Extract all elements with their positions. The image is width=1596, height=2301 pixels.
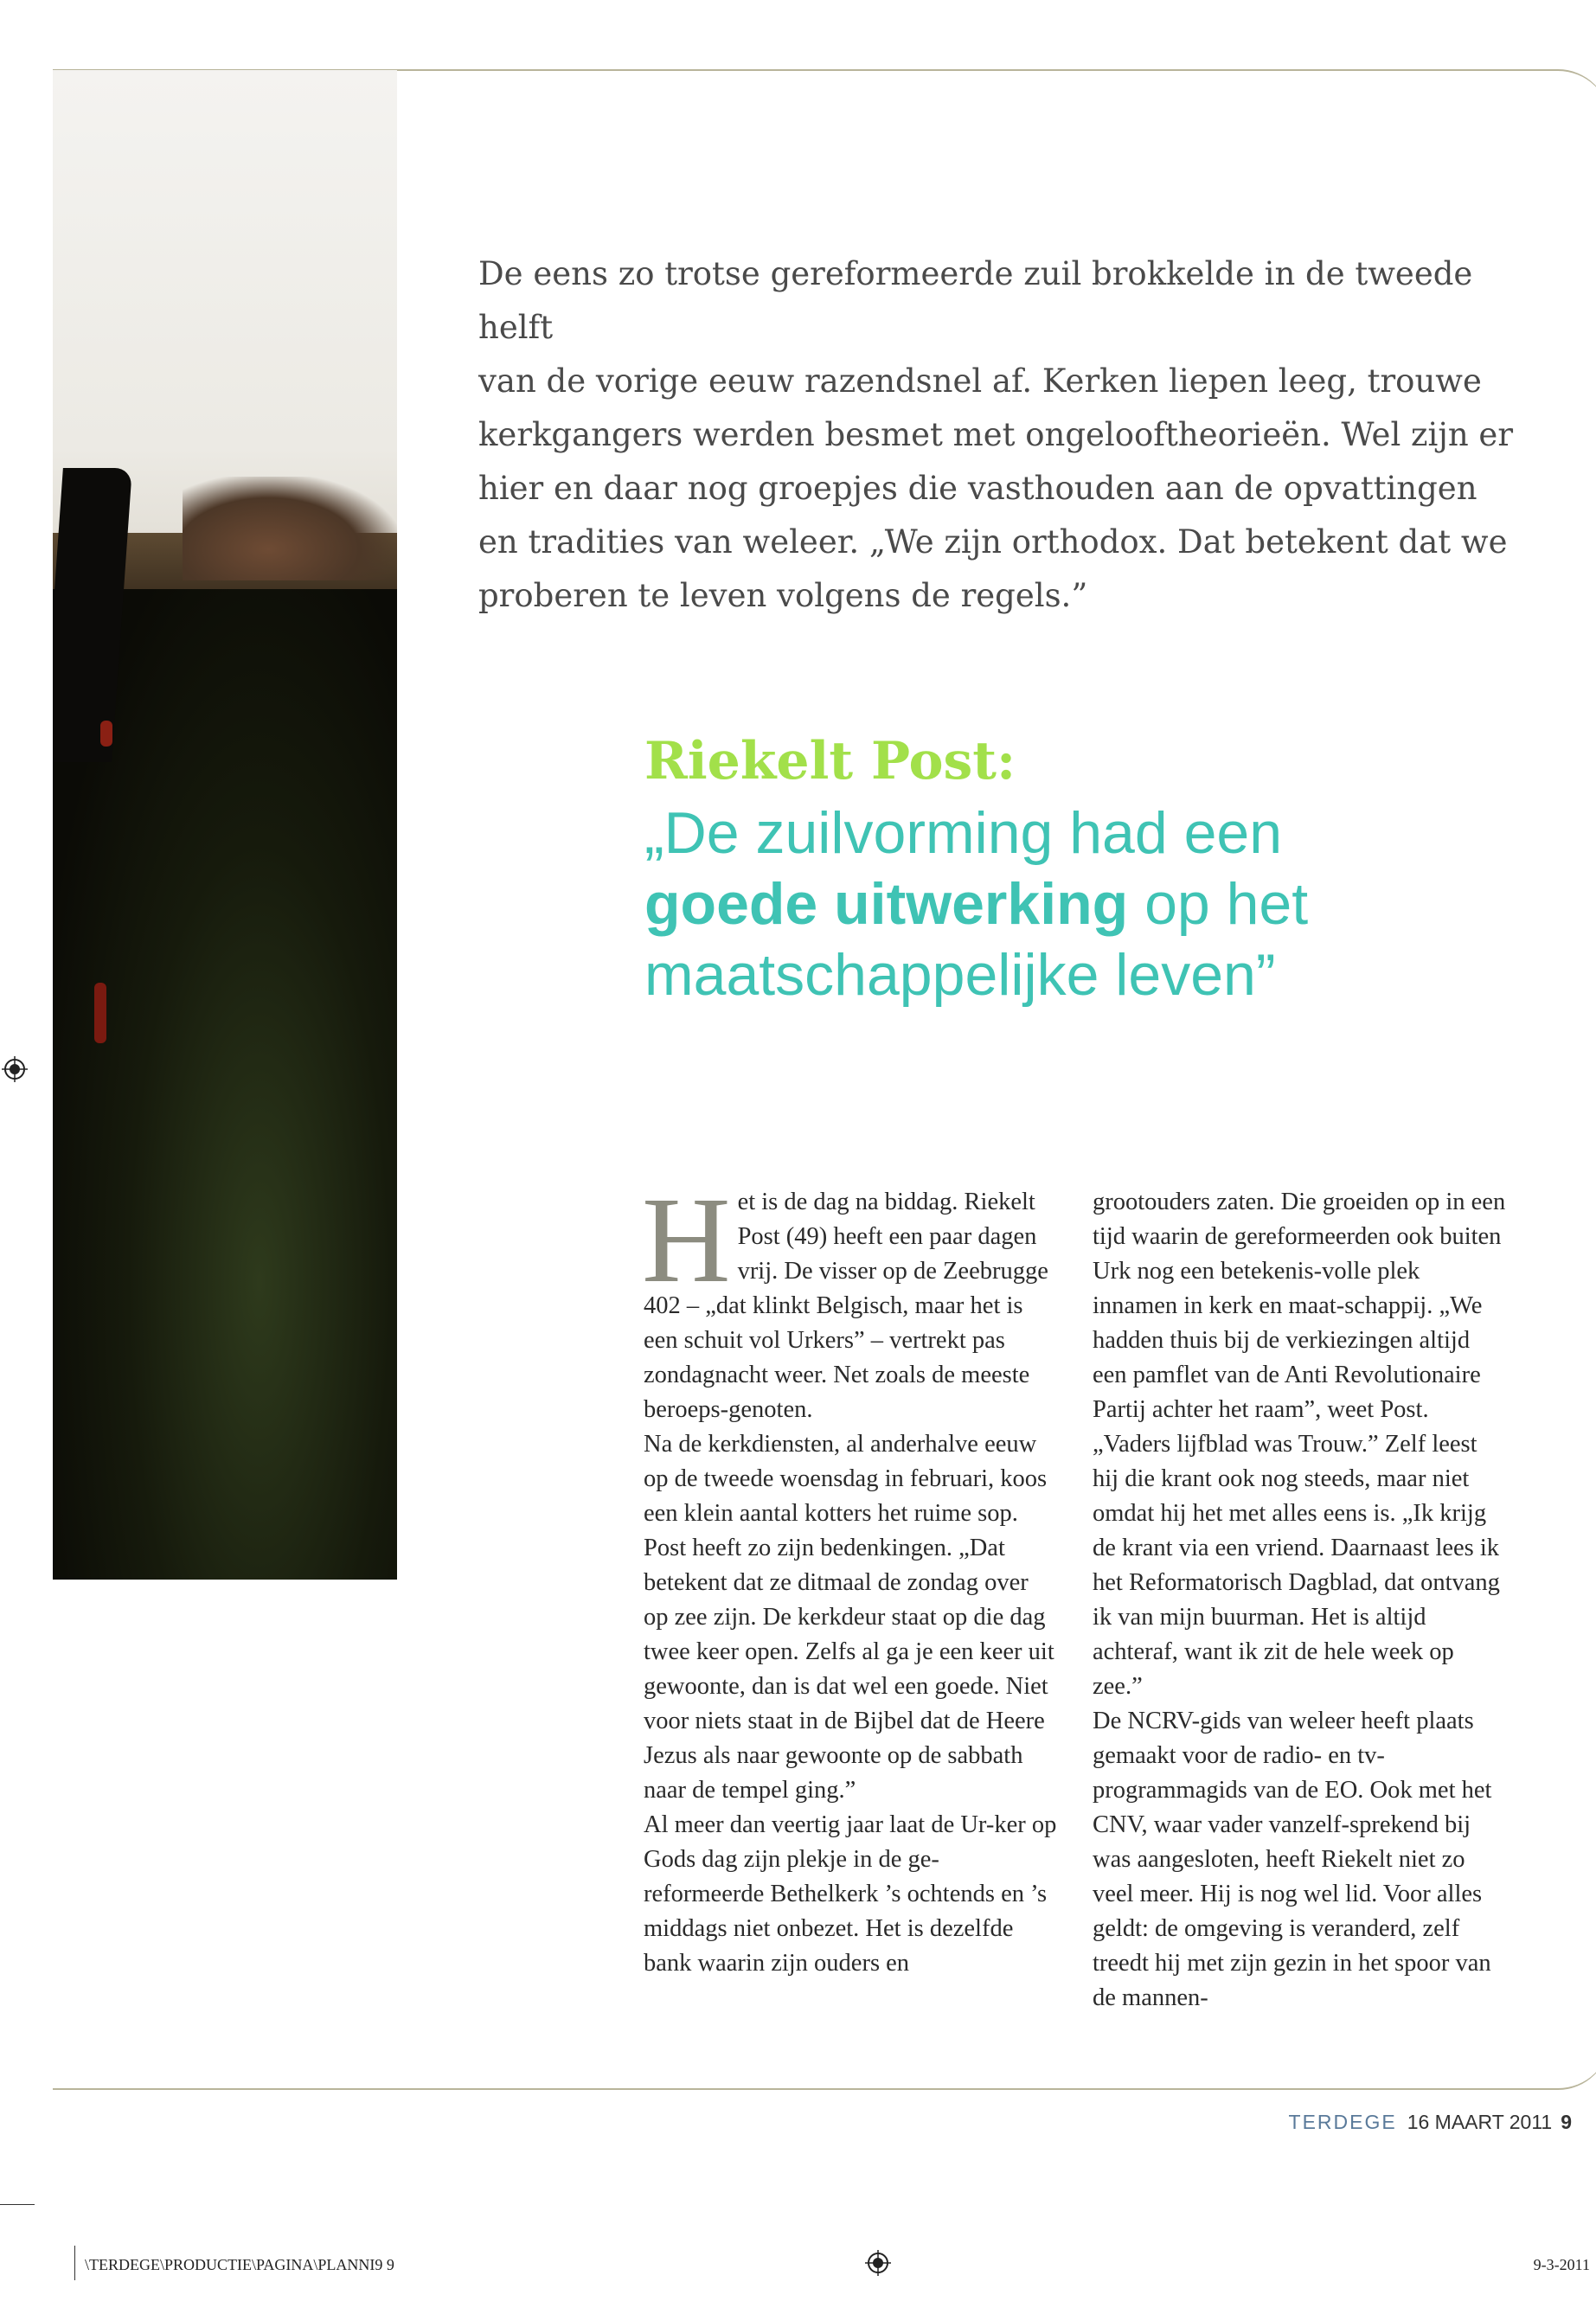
pull-quote-name: Riekelt Post: bbox=[644, 731, 1016, 792]
landscape-photo bbox=[53, 70, 397, 1580]
article-column-left bbox=[642, 1171, 1059, 1981]
registration-mark-icon bbox=[2, 1056, 28, 1082]
magazine-name: TERDEGE bbox=[1288, 2111, 1397, 2133]
pull-quote bbox=[644, 725, 1423, 1010]
production-date: 9-3-2011 bbox=[1533, 2256, 1590, 2273]
page-footer bbox=[1289, 2111, 1572, 2134]
page-number: 9 bbox=[1561, 2111, 1572, 2133]
article-paragraph: Het is de dag na biddag. Riekelt Post (49) heeft een paar dagen vrij. De visser op de Zeebrugge 402 – „dat klinkt Belgisch, maar het is een schuit vol Urkers” – vertrekt pas zondagnacht weer. Net zoals de meeste beroeps-genoten. bbox=[642, 1171, 1048, 1423]
crop-mark bbox=[74, 2246, 75, 2280]
production-slug: \TERDEGE\PRODUCTIE\PAGINA\PLANNI9 9 bbox=[85, 2256, 394, 2273]
article-paragraph: De NCRV-gids van weleer heeft plaats gemaakt voor de radio- en tv-programmagids van de EO. Ook met het CNV, waar vader vanzelf-sprekend bij was aangesloten, heeft Riekelt niet zo veel meer. Hij is nog wel lid. Voor alles geldt: de omgeving is veranderd, zelf treedt hij met zijn gezin in het spoor van de mannen- bbox=[1093, 1708, 1492, 2011]
article-column-right bbox=[1093, 1185, 1508, 2016]
crop-mark bbox=[0, 2204, 35, 2205]
intro-paragraph: De eens zo trotse gereformeerde zuil brokkelde in de tweede helft van de vorige eeuw razendsnel af. Kerken liepen leeg, trouwe kerkgangers werden besmet met ongelooftheorieën. Wel zijn er hier en daar nog groepjes die vasthouden aan de opvattingen en tradities van weleer. „We zijn orthodox. Dat betekent dat we proberen te leven volgens de regels.” bbox=[478, 255, 1514, 614]
pull-quote-after-bold: op het bbox=[1128, 871, 1309, 937]
article-paragraph: Al meer dan veertig jaar laat de Ur-ker op Gods dag zijn plekje in de ge-reformeerde Bethelkerk ’s ochtends en ’s middags niet onbezet. Het is dezelfde bank waarin zijn ouders en bbox=[644, 1811, 1057, 1977]
article-paragraph: Na de kerkdiensten, al anderhalve eeuw op de tweede woensdag in februari, koos een klein aantal kotters het ruime sop. Post heeft zo zijn bedenkingen. „Dat betekent dat ze ditmaal de zondag over op zee zijn. De kerkdeur staat op die dag twee keer open. Zelfs al ga je een keer uit gewoonte, dan is dat wel een goede. Niet voor niets staat in de Bijbel dat de Heere Jezus als naar gewoonte op de sabbath naar de tempel ging.” bbox=[644, 1431, 1054, 1804]
article-paragraph: grootouders zaten. Die groeiden op in een tijd waarin de gereformeerden ook buiten Urk nog een betekenis-volle plek innamen in kerk en maat-schappij. „We hadden thuis bij de verkiezingen altijd een pamflet van de Anti Revolutionaire Partij achter het raam”, weet Post. „Vaders lijfblad was Trouw.” Zelf leest hij die krant ook nog steeds, maar niet omdat hij het met alles eens is. „Ik krijg de krant via een vriend. Daarnaast lees ik het Reformatorisch Dagblad, dat ontvang ik van mijn buurman. Het is altijd achteraf, want ik zit de hele week op zee.” bbox=[1093, 1189, 1506, 1700]
photo-red-detail bbox=[94, 983, 106, 1043]
pull-quote-line1: „De zuilvorming had een bbox=[644, 800, 1283, 866]
drop-cap: H bbox=[642, 1171, 731, 1308]
pull-quote-bold: goede uitwerking bbox=[644, 871, 1129, 937]
issue-date: 16 MAART 2011 bbox=[1407, 2111, 1553, 2133]
pull-quote-line3: maatschappelijke leven” bbox=[644, 942, 1276, 1008]
registration-mark-icon bbox=[865, 2250, 891, 2276]
photo-trees bbox=[183, 477, 397, 580]
photo-red-detail bbox=[100, 721, 112, 747]
pull-quote-text bbox=[644, 798, 1423, 1010]
